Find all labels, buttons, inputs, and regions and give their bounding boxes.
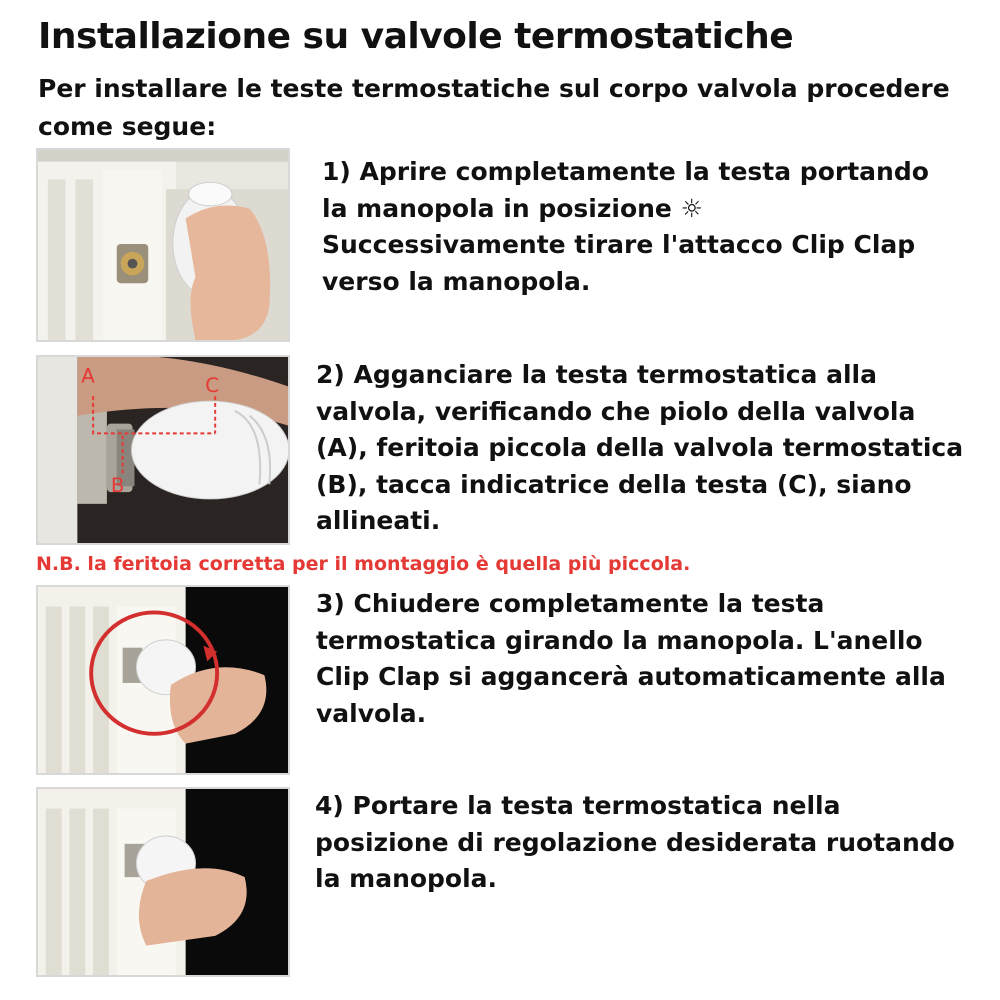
step-3-line: valvola. [316,698,427,728]
step-1-text [322,154,929,300]
step-4-line: 4) Portare la testa termostatica nella [315,791,841,820]
step-3-line: termostatica girando la manopola. L'anello [316,625,923,655]
step-3-line: 3) Chiudere completamente la testa [316,589,825,618]
step-1-line: Successivamente tirare l'attacco Clip Clap [322,230,916,259]
step-4-text [315,788,955,898]
step-2-line: allineati. [316,506,441,535]
step-4-line: la manopola. [315,864,498,893]
label-a: A [81,364,95,388]
step-2-line: valvola, verificando che piolo della valvola [316,396,916,426]
label-c: C [205,374,220,398]
step-2-line: 2) Agganciare la testa termostatica alla [316,360,877,389]
step-4-photo [36,787,290,977]
step-4-line: posizione di regolazione desiderata ruotando [315,827,955,857]
step-3-photo [36,585,290,775]
step-3-line: Clip Clap si aggancerà automaticamente alla [316,662,946,691]
step-2-line: (B), tacca indicatrice della testa (C), siano [316,469,912,499]
note-text: N.B. la feritoia corretta per il montaggio è quella più piccola. [36,553,691,575]
step-1-line: 1) Aprire completamente la testa portando [322,157,929,186]
step-1-line: la manopola in posizione ☼ [322,193,704,223]
step-3-text [316,586,946,732]
step-2-photo [36,355,290,545]
step-2-text [316,357,963,540]
page-title: Installazione su valvole termostatiche [38,16,794,57]
step-2-line: (A), feritoia piccola della valvola termostatica [316,433,964,462]
label-b: B [110,474,125,498]
step-1-line: verso la manopola. [322,266,591,296]
page-subtitle: Per installare le teste termostatiche sul corpo valvola procedere come segue: [38,74,950,141]
step-1-photo [36,148,290,342]
